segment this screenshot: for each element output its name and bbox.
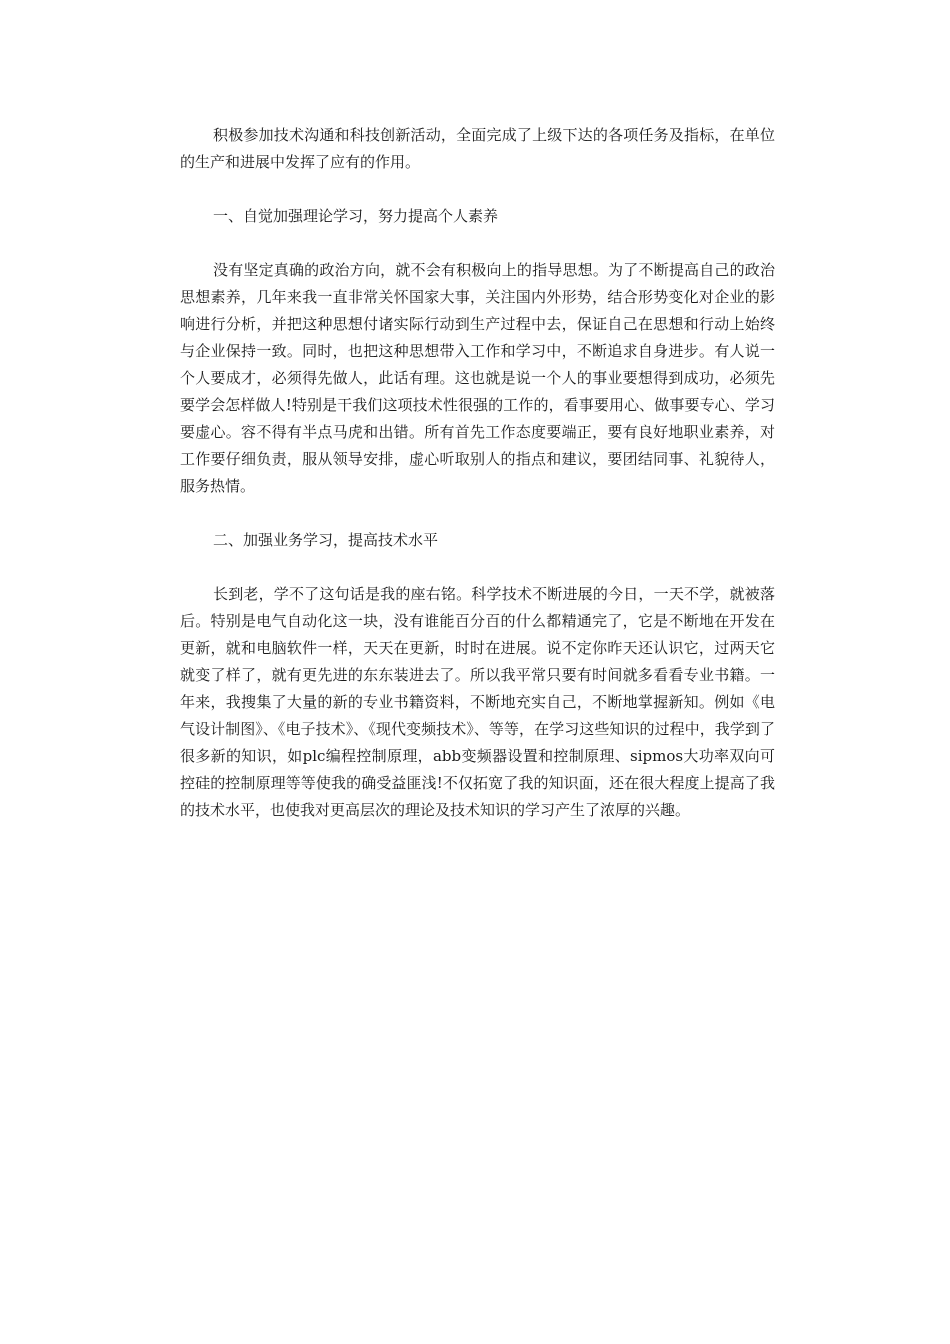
document-body bbox=[180, 122, 775, 851]
section-heading-2: 二、加强业务学习，提高技术水平 bbox=[213, 531, 439, 549]
section-1-paragraph: 没有坚定真确的政治方向，就不会有积极向上的指导思想。为了不断提高自己的政治思想素养，几年来我一直非常关怀国家大事，关注国内外形势，结合形势变化对企业的影响进行分析，并把这种思想付诸实际行动到生产过程中去，保证自己在思想和行动上始终与企业保持一致。同时，也把这种思想带入工作和学习中，不断追求自身进步。有人说一个人要成才，必须得先做人，此话有理。这也就是说一个人的事业要想得到成功，必须先要学会怎样做人!特别是干我们这项技术性很强的工作的，看事要用心、做事要专心、学习要虚心。容不得有半点马虎和出错。所有首先工作态度要端正，要有良好地职业素养，对工作要仔细负责，服从领导安排，虚心听取别人的指点和建议，要团结同事、礼貌待人，服务热情。 bbox=[180, 261, 775, 495]
section-2-paragraph: 长到老，学不了这句话是我的座右铭。科学技术不断进展的今日，一天不学，就被落后。特别是电气自动化这一块，没有谁能百分百的什么都精通完了，它是不断地在开发在更新，就和电脑软件一样，天天在更新，时时在进展。说不定你昨天还认识它，过两天它就变了样了，就有更先进的东东装进去了。所以我平常只要有时间就多看看专业书籍。一年来，我搜集了大量的新的专业书籍资料，不断地充实自己，不断地掌握新知。例如《电气设计制图》、《电子技术》、《现代变频技术》、等等，在学习这些知识的过程中，我学到了很多新的知识，如plc编程控制原理，abb变频器设置和控制原理、sipmos大功率双向可控硅的控制原理等等使我的确受益匪浅!不仅拓宽了我的知识面，还在很大程度上提高了我的技术水平，也使我对更高层次的理论及技术知识的学习产生了浓厚的兴趣。 bbox=[180, 585, 775, 819]
section-heading-1: 一、自觉加强理论学习，努力提高个人素养 bbox=[213, 207, 499, 225]
intro-paragraph: 积极参加技术沟通和科技创新活动，全面完成了上级下达的各项任务及指标，在单位的生产和进展中发挥了应有的作用。 bbox=[180, 126, 775, 171]
